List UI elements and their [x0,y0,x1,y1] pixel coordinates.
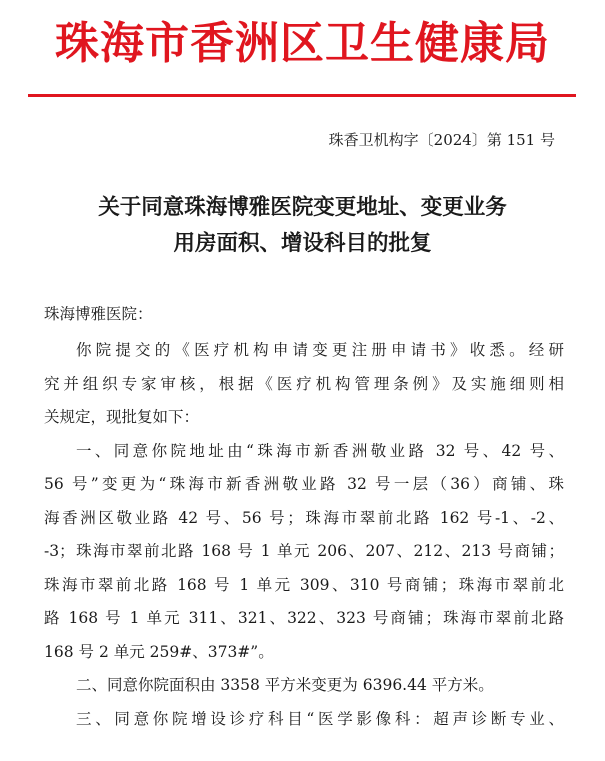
body-line: 你院提交的《医疗机构申请变更注册申请书》收悉。经研 [76,341,564,359]
issuer-masthead: 珠海市香洲区卫生健康局 [55,18,550,69]
body-line: 一、同意你院地址由“珠海市新香洲敬业路 32 号、42 号、 [76,441,564,460]
body-line: -3；珠海市翠前北路 168 号 1 单元 206、207、212、213 号商铺； [44,542,564,560]
body-line: 三、同意你院增设诊疗科目“医学影像科：超声诊断专业、 [76,709,564,728]
document-number: 珠香卫机构字〔2024〕第 151 号 [328,131,555,149]
body-line: 珠海市翠前北路 168 号 1 单元 309、310 号商铺；珠海市翠前北 [44,575,564,594]
body-line: 56 号”变更为“珠海市新香洲敬业路 32 号一层（36）商铺、珠 [44,475,564,493]
body-line: 海香洲区敬业路 42 号、56 号；珠海市翠前北路 162 号-1、-2、 [44,508,564,527]
body-line: 168 号 2 单元 259#、373#”。 [44,642,274,661]
body-line: 二、同意你院面积由 3358 平方米变更为 6396.44 平方米。 [76,676,494,694]
document-title-line-1: 关于同意珠海博雅医院变更地址、变更业务 [98,195,507,220]
red-divider-line [28,94,576,97]
addressee: 珠海博雅医院： [44,305,153,323]
document-title-line-2: 用房面积、增设科目的批复 [173,231,432,256]
body-line: 关规定，现批复如下： [44,408,200,426]
body-line: 路 168 号 1 单元 311、321、322、323 号商铺；珠海市翠前北路 [44,609,564,627]
document-body [44,338,564,740]
body-line: 究并组织专家审核，根据《医疗机构管理条例》及实施细则相 [44,374,564,393]
document-title [20,190,585,262]
